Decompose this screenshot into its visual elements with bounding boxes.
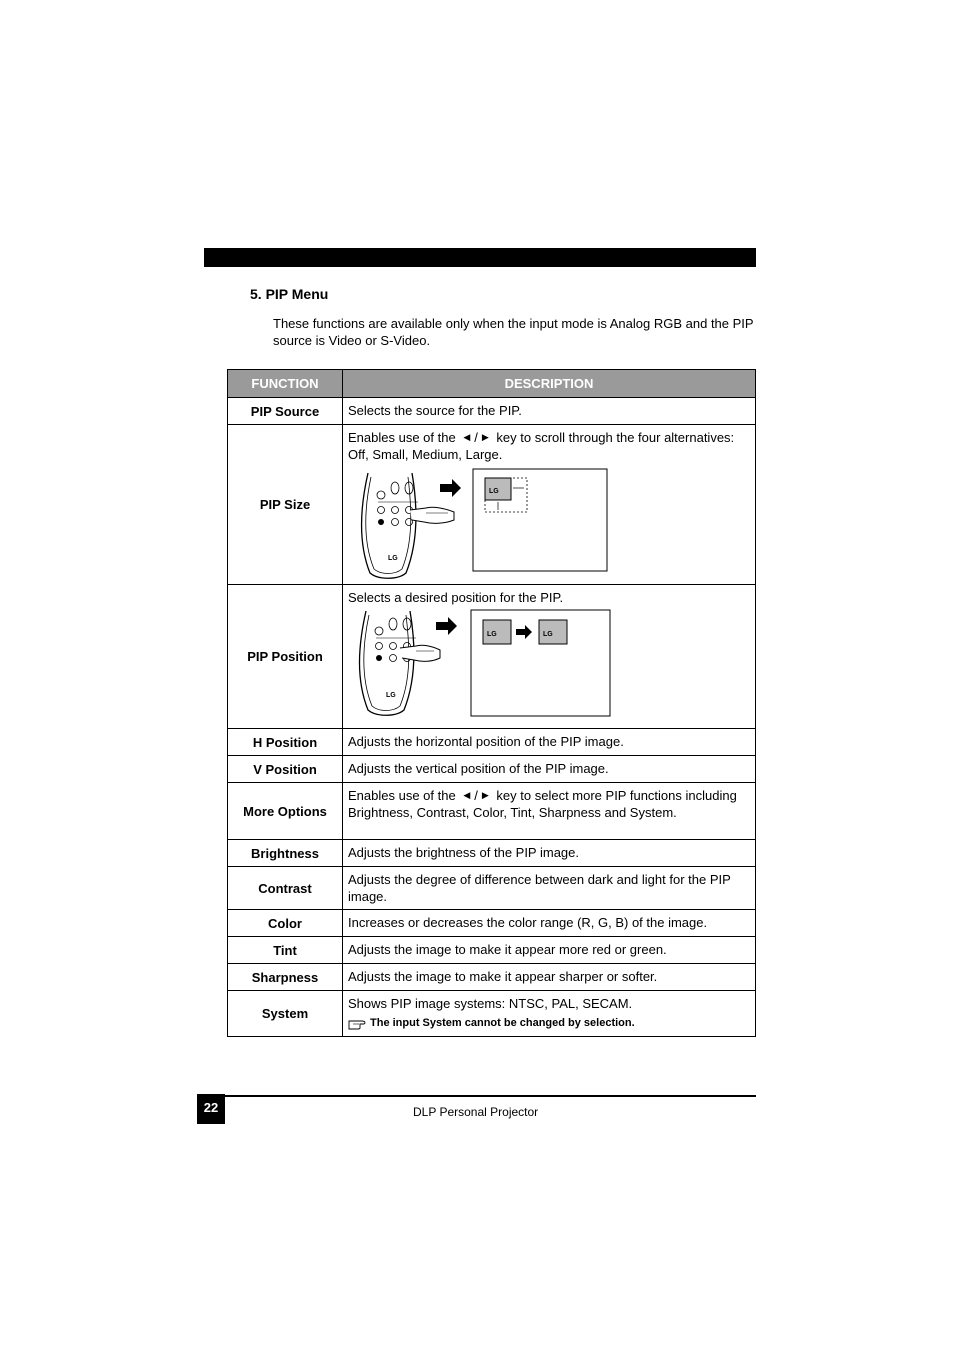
function-name: PIP Source	[228, 398, 343, 425]
table-header-row	[228, 370, 756, 398]
intro-paragraph: These functions are available only when the input mode is Analog RGB and the PIP source is Video or S-Video.	[273, 316, 754, 348]
remote-control-illustration	[360, 611, 417, 715]
function-name: H Position	[228, 729, 343, 756]
function-description: Adjusts the horizontal position of the PIP image.	[343, 729, 756, 756]
table-row	[228, 991, 756, 1037]
hand-pointer-icon	[410, 507, 454, 523]
hand-pointer-icon	[400, 645, 440, 661]
function-description: Enables use of the ◀ / ▶ key to scroll through the four alternatives: Off, Small, Medium, Large.	[348, 430, 735, 462]
function-description: Shows PIP image systems: NTSC, PAL, SECAM.	[348, 996, 633, 1011]
triangle-right-icon: ▶	[481, 432, 489, 442]
table-row	[228, 783, 756, 840]
table-row	[228, 425, 756, 585]
function-name: Brightness	[228, 840, 343, 867]
function-description: Adjusts the image to make it appear more red or green.	[343, 937, 756, 964]
svg-text:LG: LG	[487, 631, 497, 638]
arrow-right-icon	[440, 479, 461, 497]
function-table	[227, 369, 756, 1037]
triangle-left-icon: ◀	[463, 790, 471, 800]
table-row	[228, 585, 756, 729]
pip-size-illustration	[348, 468, 613, 580]
function-name: PIP Position	[228, 585, 343, 729]
function-name: Sharpness	[228, 964, 343, 991]
table-row	[228, 398, 756, 425]
table-row	[228, 937, 756, 964]
function-name: Tint	[228, 937, 343, 964]
function-name: System	[228, 991, 343, 1037]
function-description: Adjusts the degree of difference between dark and light for the PIP image.	[343, 867, 756, 910]
function-name: More Options	[228, 783, 343, 840]
section-title: 5. PIP Menu	[250, 286, 329, 302]
header-description: DESCRIPTION	[343, 370, 756, 398]
pip-position-illustration	[348, 608, 613, 720]
triangle-left-icon: ◀	[463, 432, 471, 442]
header-function: FUNCTION	[228, 370, 343, 398]
page-number: 22	[197, 1094, 225, 1124]
arrow-right-icon	[436, 617, 457, 635]
header-bar	[204, 248, 756, 267]
table-row	[228, 756, 756, 783]
svg-text:LG: LG	[386, 692, 396, 699]
table-row	[228, 910, 756, 937]
svg-text:LG: LG	[489, 488, 499, 495]
remote-control-illustration	[362, 473, 419, 578]
triangle-right-icon: ▶	[481, 790, 489, 800]
function-name: Contrast	[228, 867, 343, 910]
function-name: Color	[228, 910, 343, 937]
function-name: PIP Size	[228, 425, 343, 585]
function-description: Adjusts the brightness of the PIP image.	[343, 840, 756, 867]
function-description: Enables use of the ◀ / ▶ key to select more PIP functions including Brightness, Contrast, Color, Tint, Sharpness and System.	[343, 783, 756, 840]
function-description: Selects the source for the PIP.	[343, 398, 756, 425]
function-name: V Position	[228, 756, 343, 783]
function-description: Adjusts the image to make it appear sharper or softer.	[343, 964, 756, 991]
table-row	[228, 867, 756, 910]
svg-text:LG: LG	[388, 555, 398, 562]
table-row	[228, 840, 756, 867]
function-description: Increases or decreases the color range (R, G, B) of the image.	[343, 910, 756, 937]
note: The input System cannot be changed by selection.	[348, 1015, 751, 1032]
table-row	[228, 729, 756, 756]
function-description: Adjusts the vertical position of the PIP image.	[343, 756, 756, 783]
function-description: Selects a desired position for the PIP.	[348, 590, 564, 605]
footer-title: DLP Personal Projector	[413, 1105, 539, 1119]
pointing-hand-icon	[348, 1018, 368, 1030]
table-row	[228, 964, 756, 991]
svg-text:LG: LG	[543, 631, 553, 638]
footer-divider	[204, 1095, 756, 1097]
